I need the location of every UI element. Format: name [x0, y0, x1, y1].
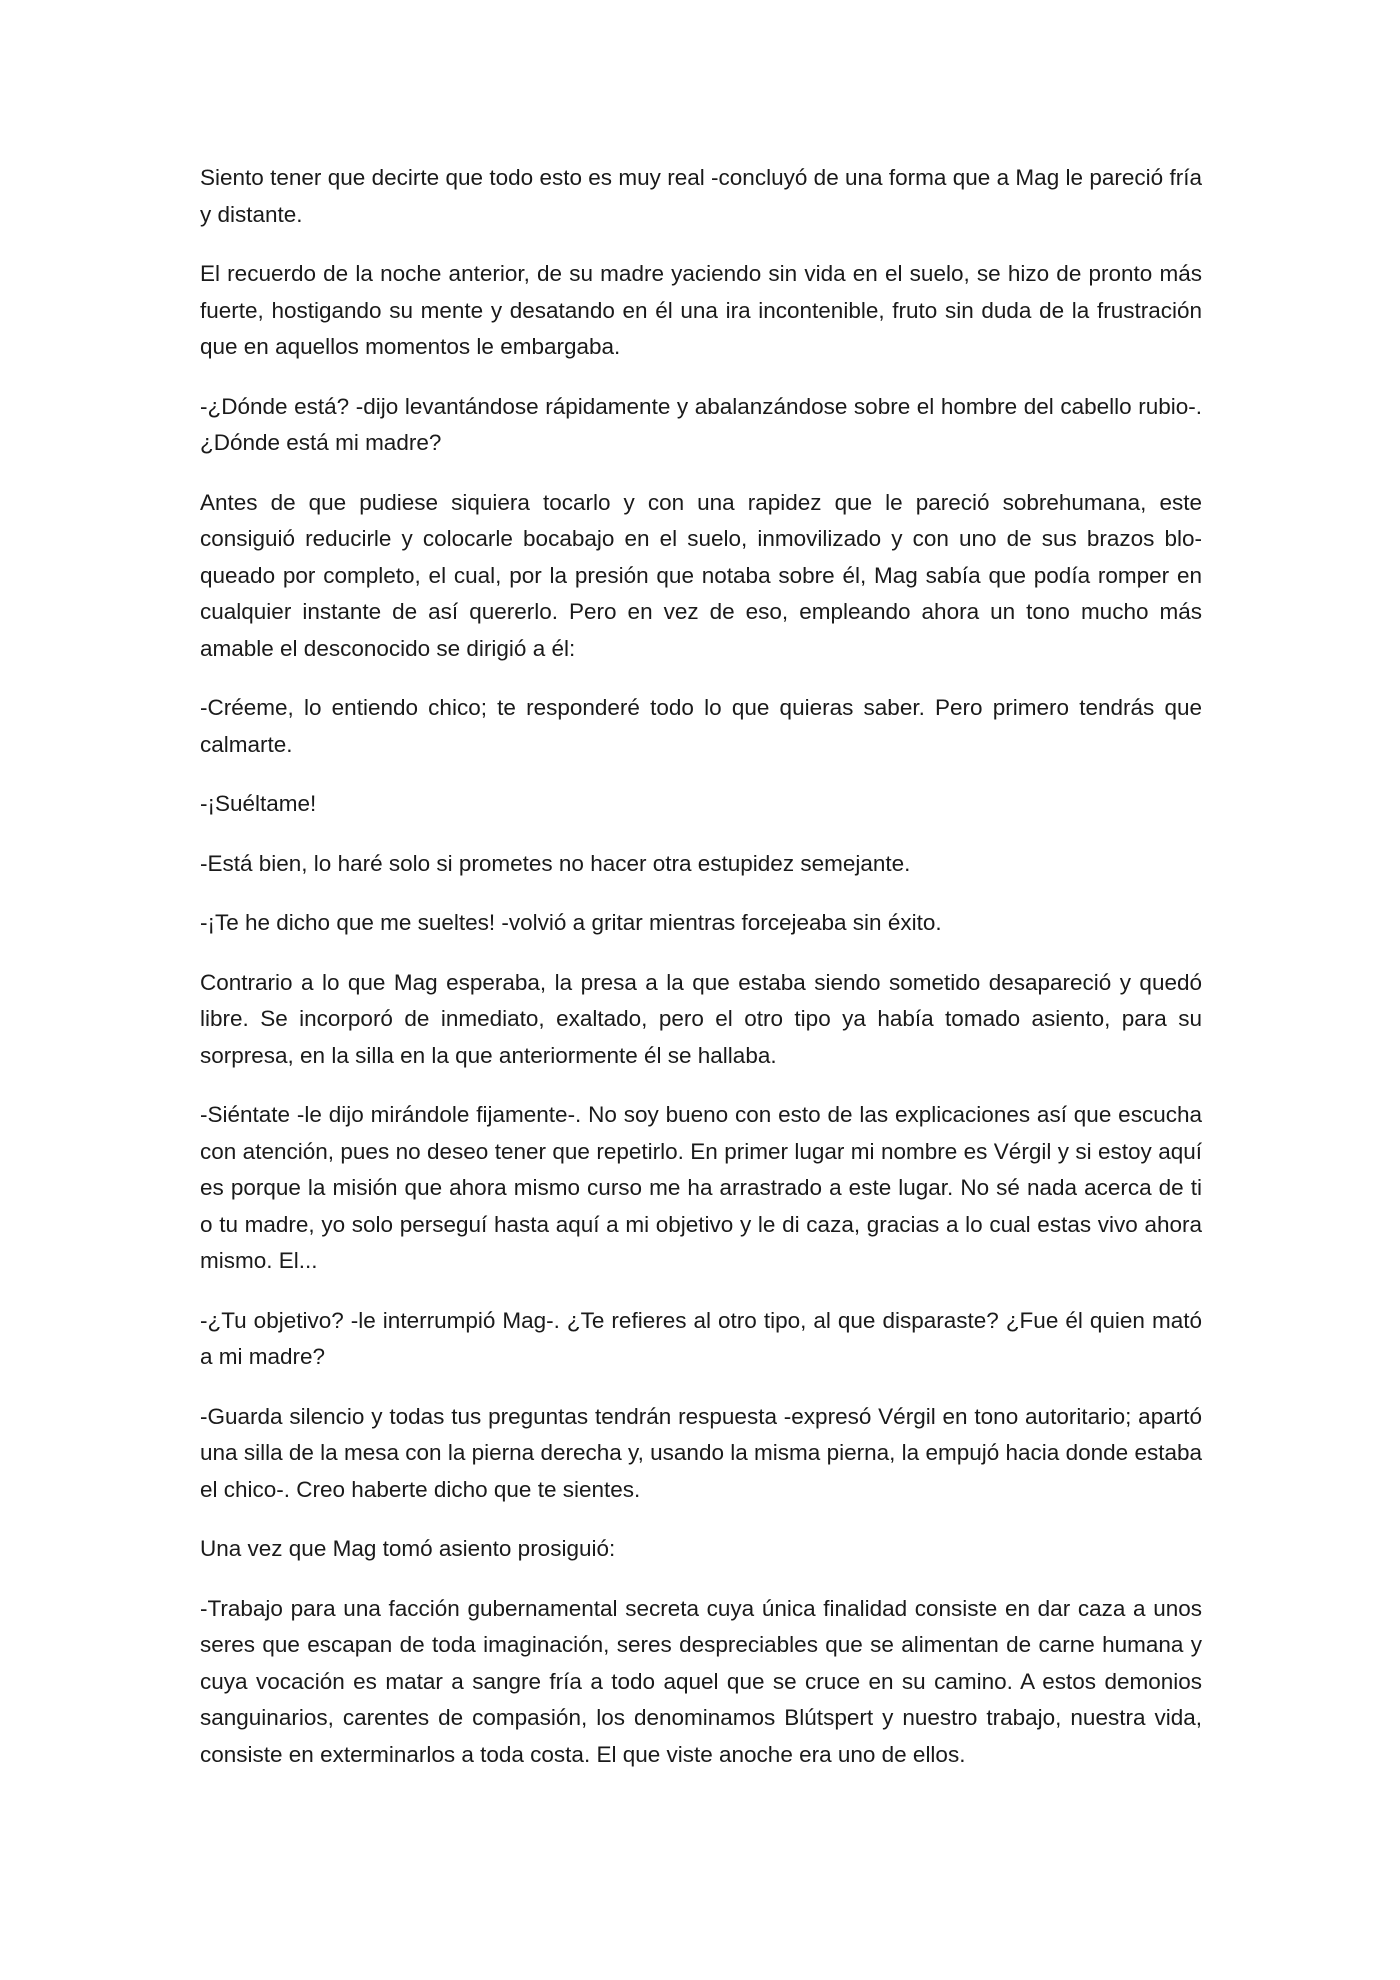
- paragraph-7: -Está bien, lo haré solo si prometes no hacer otra estupidez semejante.: [200, 850, 911, 876]
- paragraph-3: -¿Dónde está? -dijo levantándose rápidamente y abalanzándose sobre el hombre del cabello rubio-. ¿Dónde está mi madre?: [200, 393, 1202, 455]
- paragraph-8: -¡Te he dicho que me sueltes! -volvió a gritar mientras forcejeaba sin éxito.: [200, 910, 942, 935]
- paragraph-12: -Guarda silencio y todas tus preguntas tendrán respuesta -expresó Vérgil en tono autoritario; apartó una silla de la mesa con la pierna derecha y, usando la misma pierna, la empujó hacia donde estaba el chico-. Creo haberte dicho que te sientes.: [200, 1403, 1202, 1502]
- paragraph-5: -Créeme, lo entiendo chico; te responderé todo lo que quieras saber. Pero primero tendrás que calmarte.: [200, 695, 1202, 757]
- paragraph-4: Antes de que pudiese siquiera tocarlo y con una rapidez que le pareció sobrehumana, este consiguió reducirle y colocarle bocabajo en el suelo, inmovilizado y con uno de sus brazos bloqueado por completo, el cual, por la presión que notaba sobre él, Mag sabía que podía romper en cualquier instante de así quererlo. Pero en vez de eso, empleando ahora un tono mucho más amable el desconocido se dirigió a él:: [200, 489, 1202, 661]
- paragraph-6: -¡Suéltame!: [200, 791, 317, 816]
- paragraph-1: Siento tener que decirte que todo esto es muy real -concluyó de una forma que a Mag le pareció fría y distante.: [200, 165, 1202, 227]
- paragraph-11: -¿Tu objetivo? -le interrumpió Mag-. ¿Te refieres al otro tipo, al que disparaste? ¿Fue él quien mató a mi madre?: [200, 1307, 1202, 1369]
- paragraph-14: -Trabajo para una facción gubernamental secreta cuya única finalidad consiste en dar caza a unos seres que escapan de toda imaginación, seres despreciables que se alimentan de carne humana y cuya vocación es matar a sangre fría a todo aquel que se cruce en su camino. A estos demonios sanguinarios, carentes de compasión, los denominamos Blútspert y nuestro trabajo, nuestra vida, consiste en exterminarlos a toda costa. El que viste anoche era uno de ellos.: [200, 1595, 1202, 1767]
- paragraph-2: El recuerdo de la noche anterior, de su madre yaciendo sin vida en el suelo, se hizo de pronto más fuerte, hostigando su mente y desatando en él una ira incontenible, fruto sin duda de la frustración que en aquellos momentos le embargaba.: [200, 261, 1202, 359]
- document-page: [200, 160, 1202, 1796]
- paragraph-13: Una vez que Mag tomó asiento prosiguió:: [200, 1536, 616, 1561]
- paragraph-10: -Siéntate -le dijo mirándole fijamente-. No soy bueno con esto de las explicaciones así que escucha con atención, pues no deseo tener que repetirlo. En primer lugar mi nombre es Vérgil y si estoy aquí es porque la misión que ahora mismo curso me ha arrastrado a este lugar. No sé nada acerca de ti o tu madre, yo solo perseguí hasta aquí a mi objetivo y le di caza, gracias a lo cual estas vivo ahora mismo. El...: [200, 1102, 1202, 1273]
- paragraph-9: Contrario a lo que Mag esperaba, la presa a la que estaba siendo sometido desapareció y quedó libre. Se incorporó de inmediato, exaltado, pero el otro tipo ya había tomado asiento, para su sorpresa, en la silla en la que anteriormente él se hallaba.: [200, 969, 1202, 1068]
